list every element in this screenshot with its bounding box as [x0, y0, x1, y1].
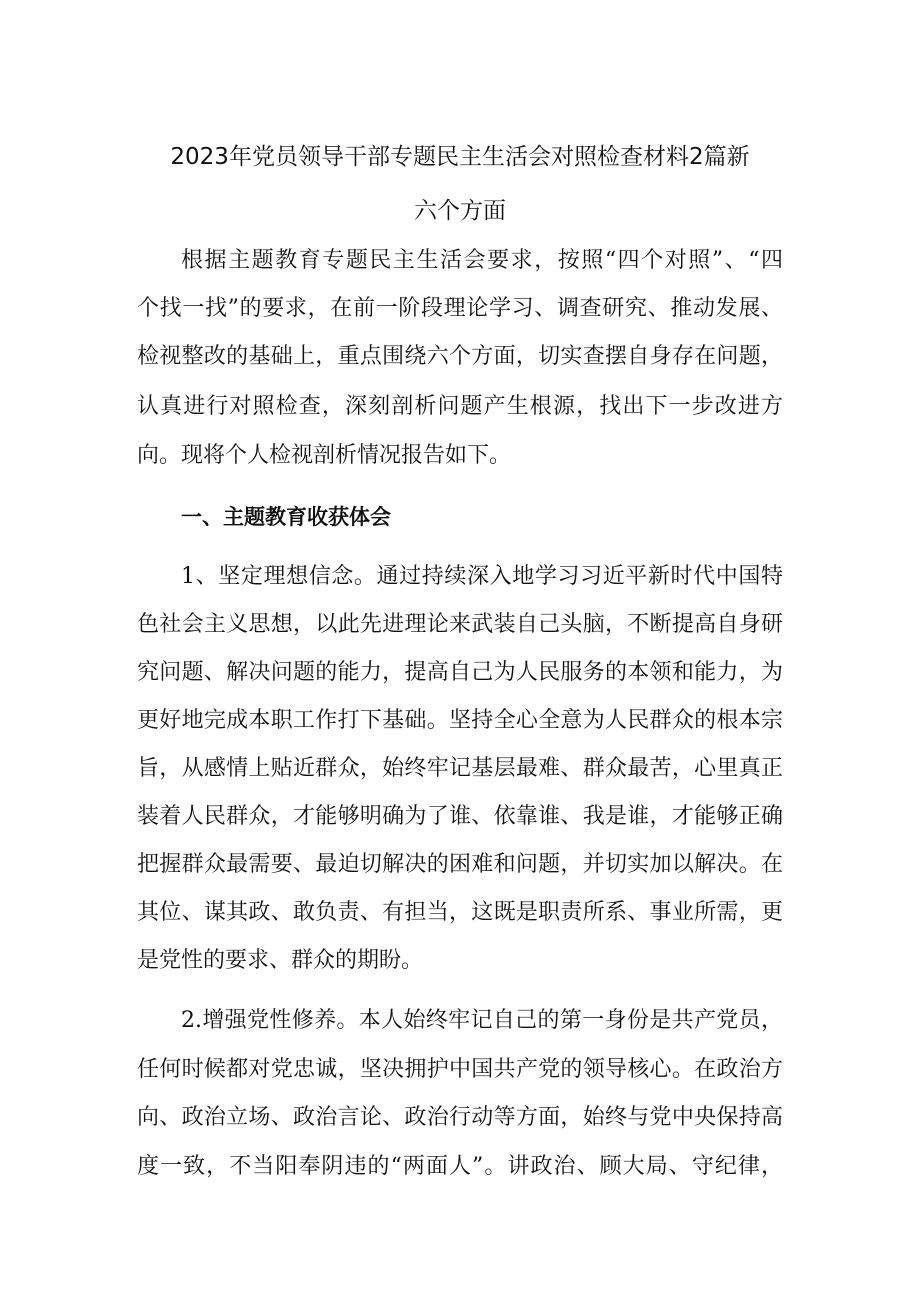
- item1-line: 装着人民群众，才能够明确为了谁、依靠谁、我是谁，才能够正确: [137, 804, 783, 829]
- item2-line: 任何时候都对党忠诚，坚决拥护中国共产党的领导核心。在政治方: [137, 1057, 783, 1082]
- item1-line: 是党性的要求、群众的期盼。: [137, 948, 424, 973]
- intro-line: 检视整改的基础上，重点围绕六个方面，切实查摆自身存在问题，: [137, 344, 783, 369]
- item1-line: 旨，从感情上贴近群众，始终牢记基层最难、群众最苦，心里真正: [137, 756, 783, 781]
- document-title-line-2: 六个方面: [414, 198, 506, 224]
- intro-line: 个找一找”的要求，在前一阶段理论学习、调查研究、推动发展、: [137, 296, 783, 321]
- intro-line: 根据主题教育专题民主生活会要求，按照“四个对照”、“四: [181, 248, 783, 273]
- item1-line: 色社会主义思想，以此先进理论来武装自己头脑，不断提高自身研: [137, 612, 783, 637]
- item1-line: 究问题、解决问题的能力，提高自己为人民服务的本领和能力，为: [137, 660, 783, 685]
- item1-line: 1、坚定理想信念。通过持续深入地学习习近平新时代中国特: [181, 564, 783, 589]
- item2-line: 2.增强党性修养。本人始终牢记自己的第一身份是共产党员，: [181, 1008, 783, 1033]
- item1-line: 其位、谋其政、敢负责、有担当，这既是职责所系、事业所需，更: [137, 900, 783, 925]
- item2-line: 向、政治立场、政治言论、政治行动等方面，始终与党中央保持高: [137, 1105, 783, 1130]
- item1-line: 把握群众最需要、最迫切解决的困难和问题，并切实加以解决。在: [137, 852, 783, 877]
- item2-line: 度一致，不当阳奉阴违的“两面人”。讲政治、顾大局、守纪律，: [137, 1154, 783, 1179]
- intro-line: 认真进行对照检查，深刻剖析问题产生根源，找出下一步改进方: [137, 394, 783, 419]
- intro-line: 向。现将个人检视剖析情况报告如下。: [137, 443, 512, 468]
- document-title-line-1: 2023年党员领导干部专题民主生活会对照检查材料2篇新: [170, 144, 750, 170]
- section-heading: 一、主题教育收获体会: [181, 505, 391, 529]
- item1-line: 更好地完成本职工作打下基础。坚持全心全意为人民群众的根本宗: [137, 708, 783, 733]
